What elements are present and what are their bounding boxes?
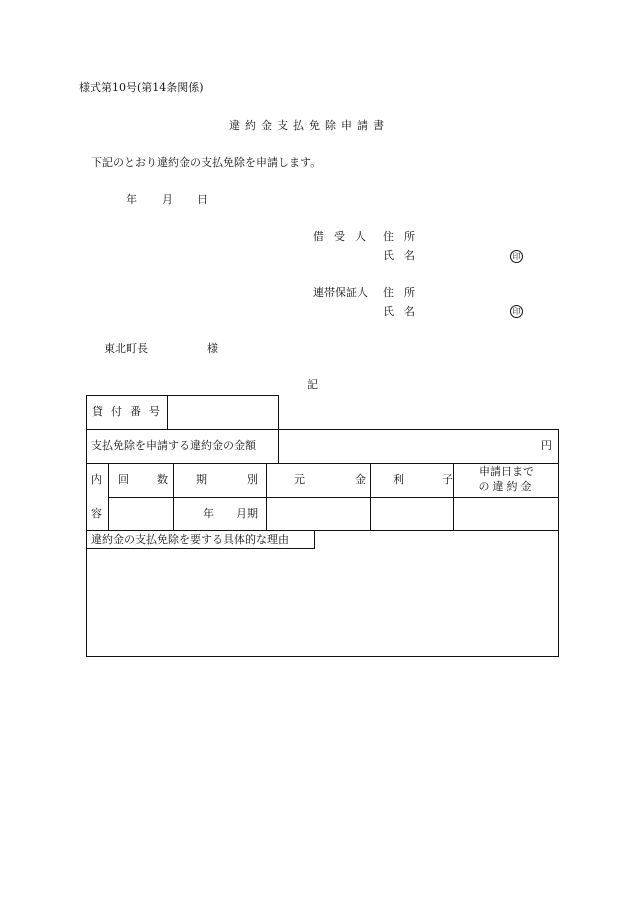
- intro-text: 下記のとおり違約金の支払免除を申請します。: [91, 156, 322, 169]
- borrower-role: 借受人: [313, 230, 376, 243]
- document-title: 違約金支払免除申請書: [229, 119, 389, 132]
- borrower-name-label: 氏名: [383, 249, 425, 262]
- date-month-label: 月: [162, 193, 173, 206]
- amount-label: 支払免除を申請する違約金の金額: [91, 439, 256, 452]
- form-number: 様式第10号(第14条関係): [79, 81, 204, 94]
- period-value: 年 月期: [203, 507, 258, 520]
- header-count: 回数: [118, 473, 196, 486]
- ki-heading: 記: [307, 378, 318, 391]
- amount-field[interactable]: [281, 436, 541, 456]
- count-field[interactable]: [110, 500, 172, 528]
- header-interest: 利子: [393, 473, 491, 486]
- loan-number-field[interactable]: [170, 405, 276, 419]
- header-penalty-line1: 申請日まで: [479, 465, 534, 478]
- interest-field[interactable]: [373, 500, 452, 528]
- header-principal: 元金: [294, 473, 416, 486]
- penalty-field[interactable]: [456, 500, 557, 528]
- guarantor-address-label: 住所: [383, 286, 425, 299]
- principal-field[interactable]: [269, 500, 369, 528]
- guarantor-role: 連帯保証人: [313, 286, 368, 299]
- loan-number-label: 貸付番号: [92, 405, 168, 418]
- reason-field[interactable]: [90, 552, 556, 652]
- date-year-label: 年: [126, 193, 137, 206]
- borrower-address-label: 住所: [383, 230, 425, 243]
- borrower-seal-icon: 印: [510, 250, 523, 263]
- date-day-label: 日: [197, 193, 208, 206]
- guarantor-seal-icon: 印: [510, 305, 523, 318]
- addressee-honorific: 様: [207, 342, 218, 355]
- guarantor-name-label: 氏名: [383, 305, 425, 318]
- addressee-name: 東北町長: [104, 342, 148, 355]
- content-label-bottom: 容: [91, 507, 102, 520]
- amount-unit: 円: [541, 439, 552, 452]
- reason-label: 違約金の支払免除を要する具体的な理由: [91, 533, 289, 546]
- header-period: 期別: [196, 473, 298, 486]
- content-label-top: 内: [91, 473, 102, 486]
- header-penalty-line2: の違約金: [478, 480, 535, 493]
